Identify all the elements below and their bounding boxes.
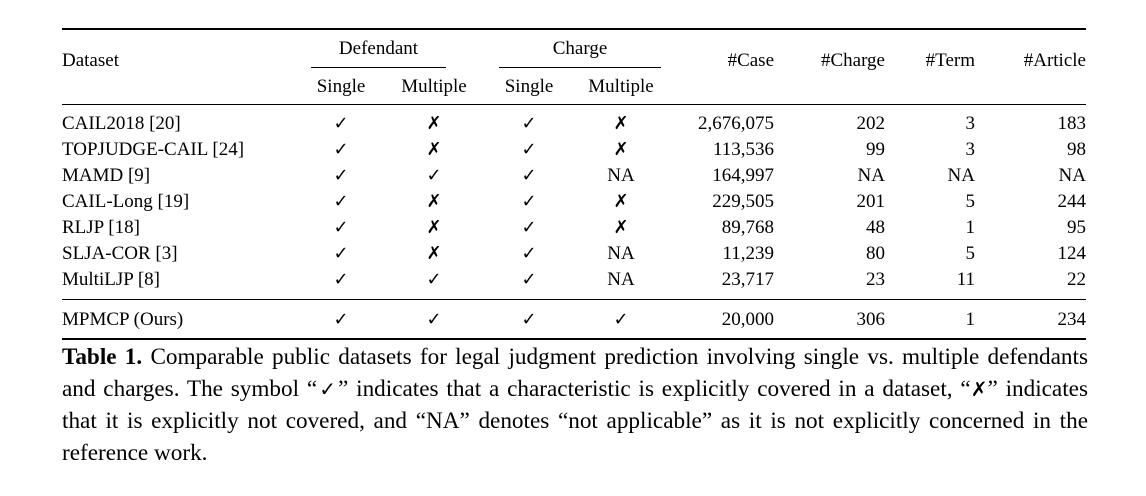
table-row-dataset: TOPJUDGE-CAIL [24]	[62, 139, 245, 160]
table-row-charge: 99	[866, 139, 885, 160]
table-row-term: NA	[947, 165, 975, 186]
check-mark-icon: ✓	[333, 165, 349, 186]
header-charge: Charge	[552, 38, 608, 59]
ours-separator-rule	[62, 299, 1086, 300]
table-row-article: 22	[1067, 269, 1086, 290]
table-row-charge-multiple: NA	[607, 243, 635, 264]
check-mark-icon: ✓	[333, 139, 349, 160]
header-defendant-multiple: Multiple	[401, 76, 467, 97]
check-mark-icon: ✓	[333, 191, 349, 212]
table-row-dataset: MultiLJP [8]	[62, 269, 160, 290]
table-row-charge: NA	[857, 165, 885, 186]
table-row-charge: 201	[856, 191, 885, 212]
table-row-case: 11,239	[722, 243, 774, 264]
table-row-charge-multiple: NA	[607, 165, 635, 186]
header-article: #Article	[1023, 50, 1086, 71]
check-mark-icon: ✓	[613, 309, 629, 330]
header-dataset: Dataset	[62, 50, 119, 71]
check-mark-icon: ✓	[521, 243, 537, 264]
table-row-charge: 48	[866, 217, 885, 238]
check-mark-icon: ✓	[317, 377, 339, 401]
table-row-charge-multiple: NA	[607, 269, 635, 290]
table-row-case: 2,676,075	[698, 113, 774, 134]
ours-row-article: 234	[1057, 309, 1086, 330]
ours-row-charge: 306	[856, 309, 885, 330]
check-mark-icon: ✓	[521, 165, 537, 186]
check-mark-icon: ✓	[333, 269, 349, 290]
cross-mark-icon: ✗	[613, 217, 629, 238]
table-caption	[62, 341, 1088, 469]
cross-mark-icon: ✗	[613, 139, 629, 160]
table-row-case: 229,505	[712, 191, 774, 212]
caption-label: Table 1.	[62, 344, 143, 370]
table-row-case: 113,536	[712, 139, 774, 160]
header-charge-count: #Charge	[820, 50, 885, 71]
check-mark-icon: ✓	[333, 113, 349, 134]
cross-mark-icon: ✗	[613, 191, 629, 212]
table-row-charge: 80	[866, 243, 885, 264]
ours-row-dataset: MPMCP (Ours)	[62, 309, 184, 330]
check-mark-icon: ✓	[521, 191, 537, 212]
cross-mark-icon: ✗	[970, 377, 988, 401]
header-charge-single: Single	[504, 76, 554, 97]
cross-mark-icon: ✗	[426, 217, 442, 238]
top-rule	[62, 28, 1086, 30]
table-row-article: 183	[1057, 113, 1086, 134]
table-row-term: 5	[965, 191, 975, 212]
table-row-dataset: MAMD [9]	[62, 165, 151, 186]
table-row-article: NA	[1058, 165, 1086, 186]
table-row-charge: 202	[856, 113, 885, 134]
table-row-term: 3	[965, 113, 975, 134]
cross-mark-icon: ✗	[426, 139, 442, 160]
cross-mark-icon: ✗	[426, 113, 442, 134]
check-mark-icon: ✓	[521, 113, 537, 134]
ours-row-case: 20,000	[721, 309, 774, 330]
header-defendant-single: Single	[316, 76, 366, 97]
check-mark-icon: ✓	[521, 309, 537, 330]
charge-cmidrule	[499, 67, 661, 68]
table-row-term: 1	[965, 217, 975, 238]
table-row-dataset: RLJP [18]	[62, 217, 140, 238]
caption-text-3: ” indicates that it is explicitly not covered, and “NA” denotes “not applicable” as it is not explicitly concerned in the reference work.	[62, 376, 1088, 466]
header-case: #Case	[727, 50, 774, 71]
check-mark-icon: ✓	[521, 269, 537, 290]
check-mark-icon: ✓	[521, 139, 537, 160]
check-mark-icon: ✓	[521, 217, 537, 238]
check-mark-icon: ✓	[426, 309, 442, 330]
ours-row-term: 1	[965, 309, 975, 330]
table-row-case: 23,717	[721, 269, 774, 290]
defendant-cmidrule	[311, 67, 446, 68]
cross-mark-icon: ✗	[426, 243, 442, 264]
check-mark-icon: ✓	[426, 269, 442, 290]
header-charge-multiple: Multiple	[588, 76, 654, 97]
table-row-article: 244	[1057, 191, 1086, 212]
table-row-dataset: CAIL-Long [19]	[62, 191, 190, 212]
cross-mark-icon: ✗	[613, 113, 629, 134]
header-term: #Term	[925, 50, 975, 71]
table-row-dataset: SLJA-COR [3]	[62, 243, 178, 264]
table-row-article: 124	[1057, 243, 1086, 264]
table-row-term: 5	[965, 243, 975, 264]
check-mark-icon: ✓	[426, 165, 442, 186]
table-row-term: 3	[965, 139, 975, 160]
table-row-article: 98	[1067, 139, 1086, 160]
bottom-rule	[62, 338, 1086, 340]
table-row-case: 89,768	[721, 217, 774, 238]
table-row-case: 164,997	[712, 165, 774, 186]
cross-mark-icon: ✗	[426, 191, 442, 212]
table-row-article: 95	[1067, 217, 1086, 238]
check-mark-icon: ✓	[333, 217, 349, 238]
header-rule	[62, 104, 1086, 105]
table-row-dataset: CAIL2018 [20]	[62, 113, 181, 134]
header-defendant: Defendant	[338, 38, 419, 59]
table-row-charge: 23	[866, 269, 885, 290]
check-mark-icon: ✓	[333, 309, 349, 330]
check-mark-icon: ✓	[333, 243, 349, 264]
caption-text-1: Comparable public datasets for legal judgment prediction involving single vs. multiple defendants and charges. The symbol “	[62, 344, 1088, 402]
caption-text-2: ” indicates that a characteristic is explicitly covered in a dataset, “	[338, 376, 971, 402]
table-row-term: 11	[956, 269, 975, 290]
